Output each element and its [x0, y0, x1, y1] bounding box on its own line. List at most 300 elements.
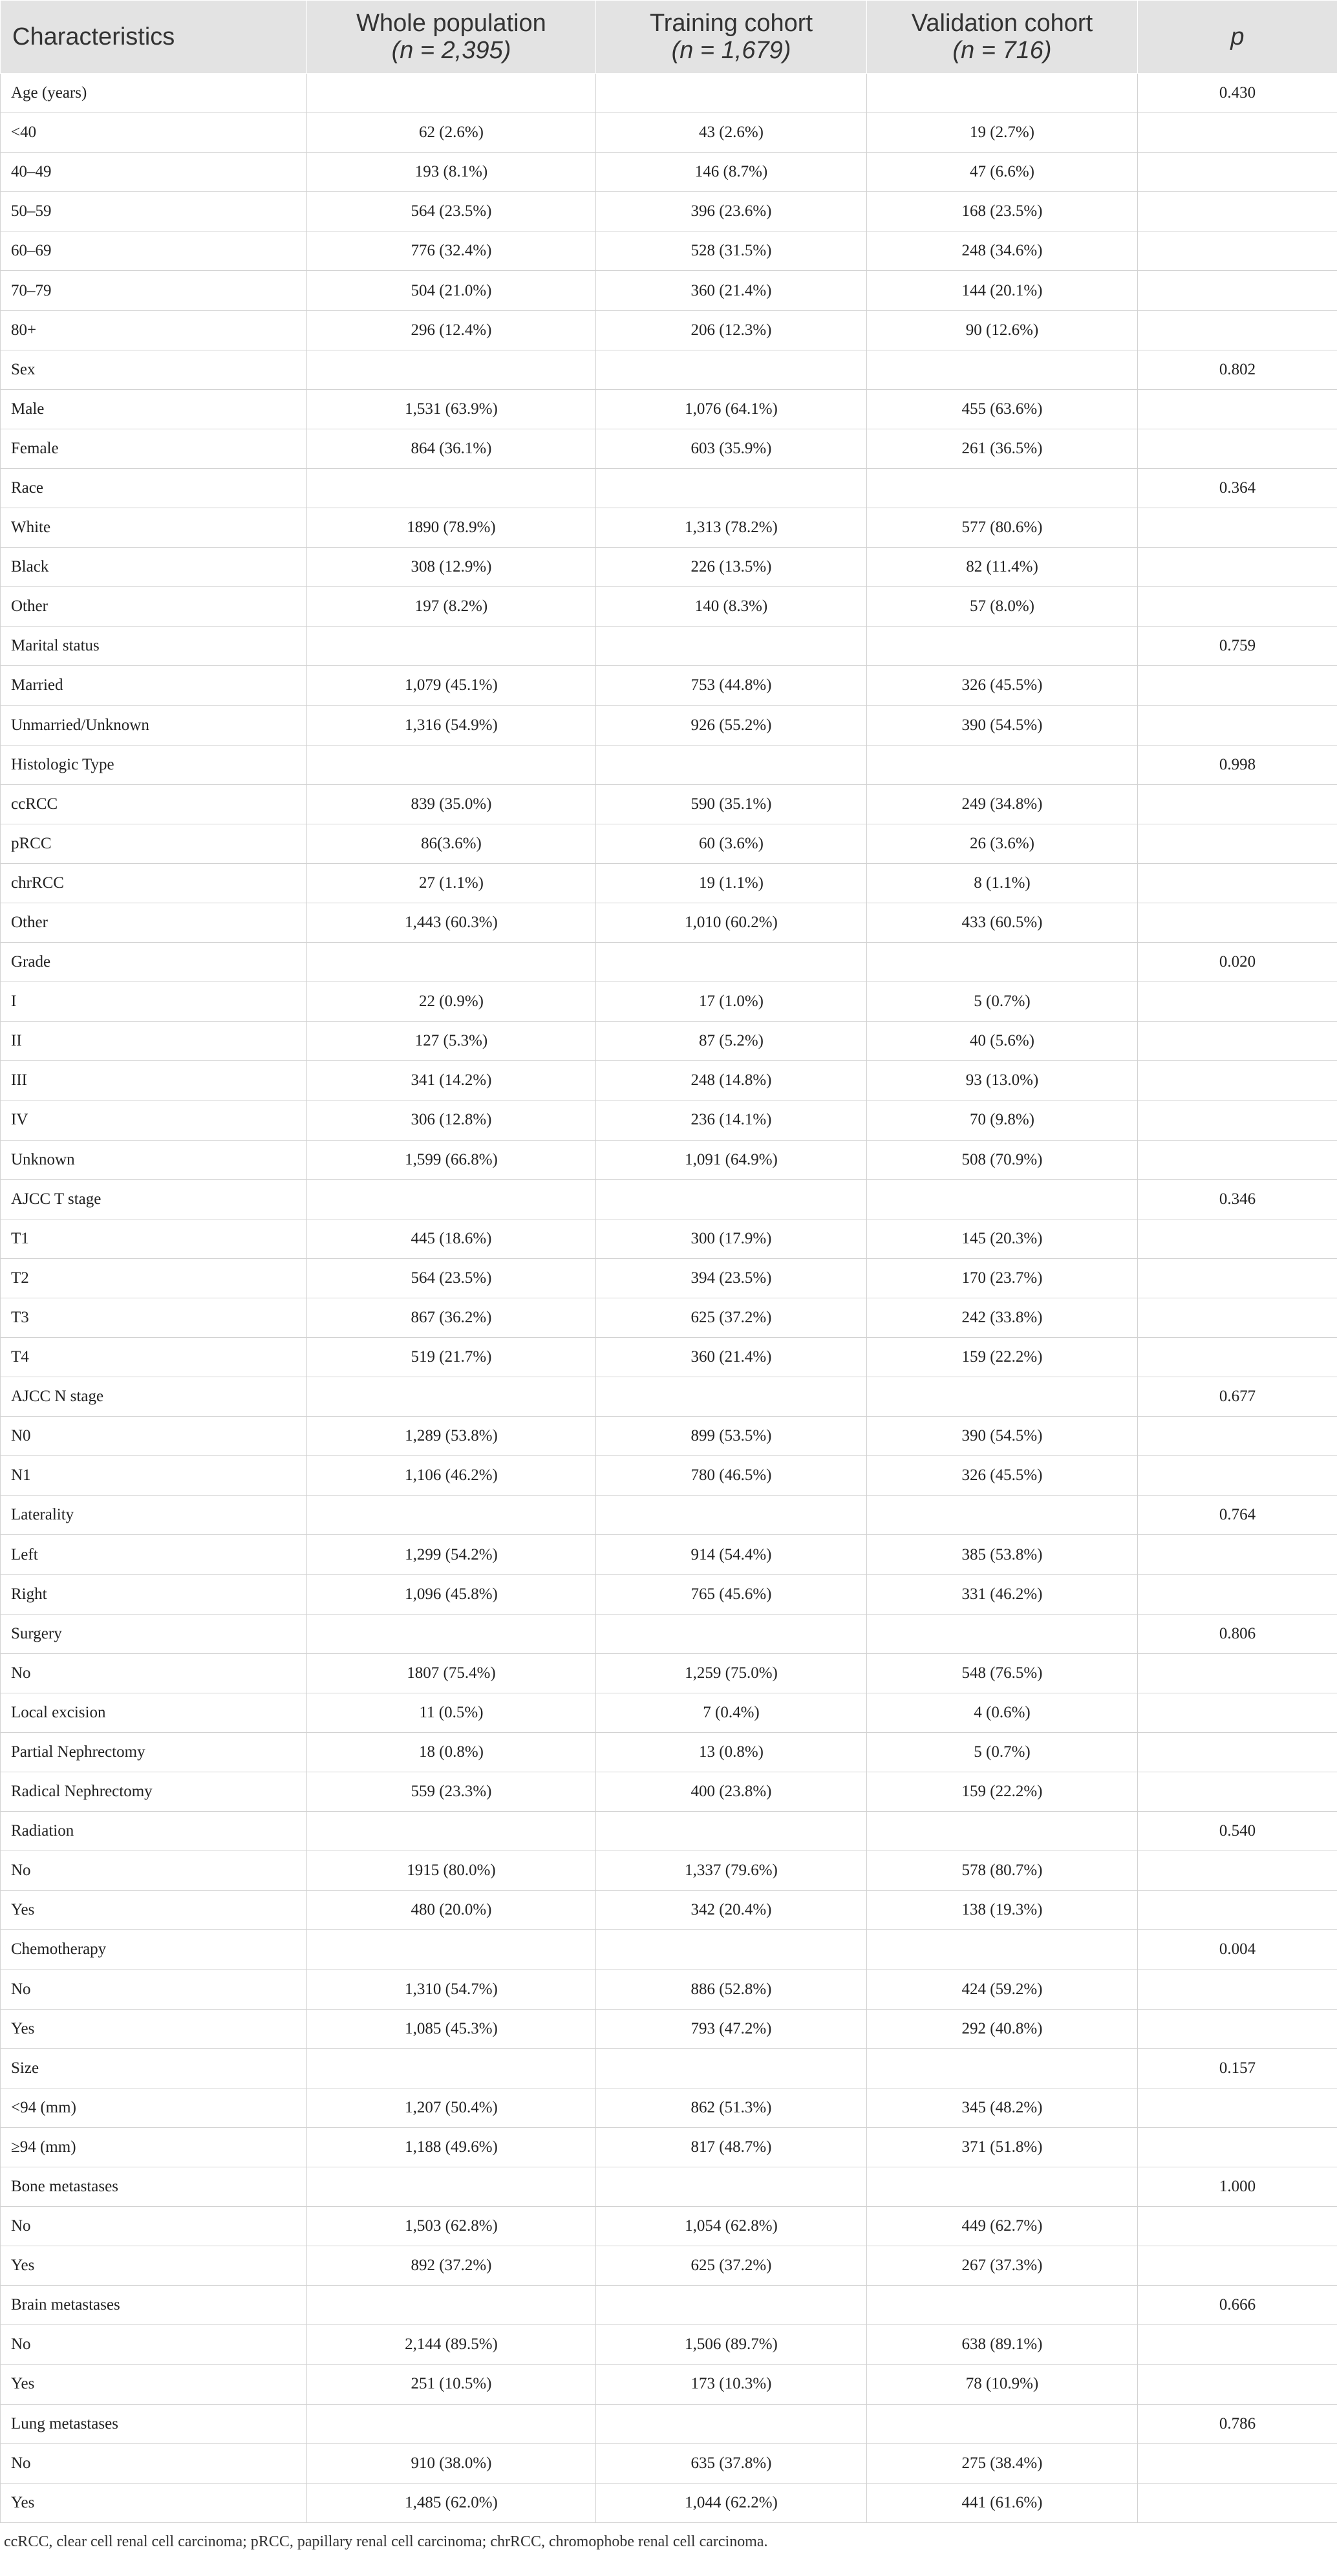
table-row	[1, 231, 1337, 271]
cell-training-cohort: 625 (37.2%)	[596, 2246, 867, 2286]
table-row	[1, 1417, 1337, 1456]
cell-validation-cohort: 82 (11.4%)	[867, 548, 1138, 587]
cell-training-cohort	[596, 468, 867, 508]
table-row	[1, 1456, 1337, 1496]
cell-validation-cohort	[867, 74, 1138, 113]
table-row	[1, 2365, 1337, 2404]
cell-whole-population: 1915 (80.0%)	[307, 1851, 596, 1891]
cell-validation-cohort: 70 (9.8%)	[867, 1100, 1138, 1140]
cell-p-value	[1138, 310, 1337, 350]
cell-training-cohort: 1,259 (75.0%)	[596, 1653, 867, 1693]
cell-characteristic: No	[1, 1851, 307, 1891]
cell-training-cohort: 1,044 (62.2%)	[596, 2483, 867, 2522]
cell-characteristic: Radical Nephrectomy	[1, 1772, 307, 1812]
cell-characteristic: Other	[1, 587, 307, 627]
cell-characteristic: 60–69	[1, 231, 307, 271]
table-row	[1, 1653, 1337, 1693]
cell-validation-cohort: 275 (38.4%)	[867, 2443, 1138, 2483]
cell-characteristic: Other	[1, 903, 307, 942]
cell-p-value	[1138, 982, 1337, 1022]
cell-validation-cohort: 390 (54.5%)	[867, 705, 1138, 745]
table-row	[1, 1930, 1337, 1970]
cell-characteristic: Right	[1, 1574, 307, 1614]
cell-training-cohort	[596, 74, 867, 113]
table-row	[1, 2443, 1337, 2483]
table-row	[1, 310, 1337, 350]
cell-characteristic: I	[1, 982, 307, 1022]
cell-characteristic: Yes	[1, 2009, 307, 2048]
cell-whole-population: 11 (0.5%)	[307, 1693, 596, 1732]
cell-characteristic: T2	[1, 1258, 307, 1298]
cell-training-cohort: 60 (3.6%)	[596, 824, 867, 863]
cell-whole-population: 27 (1.1%)	[307, 863, 596, 903]
cell-whole-population: 2,144 (89.5%)	[307, 2325, 596, 2365]
cell-characteristic: AJCC N stage	[1, 1377, 307, 1417]
cell-p-value: 0.806	[1138, 1614, 1337, 1653]
cell-p-value	[1138, 1100, 1337, 1140]
cell-whole-population: 564 (23.5%)	[307, 192, 596, 231]
cell-characteristic: Surgery	[1, 1614, 307, 1653]
cell-training-cohort: 342 (20.4%)	[596, 1891, 867, 1930]
cell-characteristic: AJCC T stage	[1, 1179, 307, 1219]
cell-validation-cohort: 78 (10.9%)	[867, 2365, 1138, 2404]
cell-training-cohort	[596, 2286, 867, 2325]
cell-whole-population: 62 (2.6%)	[307, 113, 596, 153]
cell-training-cohort: 17 (1.0%)	[596, 982, 867, 1022]
cell-validation-cohort: 345 (48.2%)	[867, 2088, 1138, 2127]
cell-characteristic: T3	[1, 1298, 307, 1337]
cell-p-value	[1138, 666, 1337, 705]
cell-validation-cohort: 248 (34.6%)	[867, 231, 1138, 271]
cell-characteristic: No	[1, 2443, 307, 2483]
table-row	[1, 508, 1337, 548]
cell-validation-cohort: 449 (62.7%)	[867, 2207, 1138, 2246]
cell-training-cohort: 862 (51.3%)	[596, 2088, 867, 2127]
table-row	[1, 666, 1337, 705]
cell-whole-population: 776 (32.4%)	[307, 231, 596, 271]
cell-characteristic: 80+	[1, 310, 307, 350]
cell-characteristic: Female	[1, 429, 307, 468]
table-row	[1, 2404, 1337, 2443]
cell-p-value	[1138, 784, 1337, 824]
cell-whole-population: 306 (12.8%)	[307, 1100, 596, 1140]
cell-characteristic: Black	[1, 548, 307, 587]
header-characteristics: Characteristics	[1, 1, 307, 74]
cell-whole-population	[307, 74, 596, 113]
cell-characteristic: Brain metastases	[1, 2286, 307, 2325]
cell-p-value	[1138, 2009, 1337, 2048]
cell-characteristic: No	[1, 1653, 307, 1693]
cell-characteristic: 40–49	[1, 153, 307, 192]
header-whole-population	[307, 1, 596, 74]
cell-whole-population: 839 (35.0%)	[307, 784, 596, 824]
cell-whole-population: 296 (12.4%)	[307, 310, 596, 350]
cell-whole-population: 22 (0.9%)	[307, 982, 596, 1022]
cell-training-cohort: 394 (23.5%)	[596, 1258, 867, 1298]
cell-whole-population: 1807 (75.4%)	[307, 1653, 596, 1693]
cell-training-cohort: 87 (5.2%)	[596, 1022, 867, 1061]
cell-training-cohort: 899 (53.5%)	[596, 1417, 867, 1456]
cell-p-value	[1138, 389, 1337, 429]
table-row	[1, 2009, 1337, 2048]
cell-training-cohort: 1,091 (64.9%)	[596, 1140, 867, 1179]
cell-characteristic: <40	[1, 113, 307, 153]
table-row	[1, 2088, 1337, 2127]
cell-training-cohort	[596, 1377, 867, 1417]
cell-training-cohort: 360 (21.4%)	[596, 271, 867, 310]
cell-whole-population: 1,503 (62.8%)	[307, 2207, 596, 2246]
cell-validation-cohort	[867, 1179, 1138, 1219]
cell-training-cohort: 146 (8.7%)	[596, 153, 867, 192]
cell-p-value	[1138, 113, 1337, 153]
cell-p-value: 0.998	[1138, 745, 1337, 784]
cell-characteristic: Yes	[1, 2483, 307, 2522]
cell-training-cohort: 635 (37.8%)	[596, 2443, 867, 2483]
cell-whole-population	[307, 943, 596, 982]
cell-characteristic: <94 (mm)	[1, 2088, 307, 2127]
cell-validation-cohort: 292 (40.8%)	[867, 2009, 1138, 2048]
cell-training-cohort: 140 (8.3%)	[596, 587, 867, 627]
cell-whole-population: 1,289 (53.8%)	[307, 1417, 596, 1456]
cell-characteristic: No	[1, 2325, 307, 2365]
cell-validation-cohort: 93 (13.0%)	[867, 1061, 1138, 1100]
cell-training-cohort	[596, 2167, 867, 2206]
header-validation-n: (n = 716)	[952, 37, 1052, 64]
cell-characteristic: Unknown	[1, 1140, 307, 1179]
cell-training-cohort: 13 (0.8%)	[596, 1732, 867, 1772]
table-row	[1, 627, 1337, 666]
cell-training-cohort: 400 (23.8%)	[596, 1772, 867, 1812]
cell-characteristic: No	[1, 1970, 307, 2009]
table-row	[1, 903, 1337, 942]
cell-characteristic: Bone metastases	[1, 2167, 307, 2206]
cell-characteristic: Laterality	[1, 1496, 307, 1535]
cell-p-value	[1138, 1772, 1337, 1812]
cell-characteristic: Sex	[1, 350, 307, 389]
table-row	[1, 2127, 1337, 2167]
cell-p-value	[1138, 1061, 1337, 1100]
cell-p-value	[1138, 2127, 1337, 2167]
cell-whole-population: 1,085 (45.3%)	[307, 2009, 596, 2048]
cell-whole-population	[307, 1812, 596, 1851]
cell-p-value	[1138, 863, 1337, 903]
cell-validation-cohort: 168 (23.5%)	[867, 192, 1138, 231]
cell-validation-cohort: 40 (5.6%)	[867, 1022, 1138, 1061]
cell-training-cohort: 753 (44.8%)	[596, 666, 867, 705]
cell-p-value: 0.759	[1138, 627, 1337, 666]
cell-p-value	[1138, 1732, 1337, 1772]
table-row	[1, 1258, 1337, 1298]
cell-p-value	[1138, 192, 1337, 231]
table-row	[1, 468, 1337, 508]
cell-p-value	[1138, 1417, 1337, 1456]
cell-training-cohort	[596, 1614, 867, 1653]
table-row	[1, 389, 1337, 429]
table-row	[1, 271, 1337, 310]
cell-p-value	[1138, 1891, 1337, 1930]
cell-whole-population: 341 (14.2%)	[307, 1061, 596, 1100]
cell-training-cohort: 1,076 (64.1%)	[596, 389, 867, 429]
cell-p-value	[1138, 1022, 1337, 1061]
cell-characteristic: Marital status	[1, 627, 307, 666]
cell-validation-cohort: 138 (19.3%)	[867, 1891, 1138, 1930]
table-row	[1, 2325, 1337, 2365]
table-row	[1, 1574, 1337, 1614]
cell-p-value: 0.666	[1138, 2286, 1337, 2325]
cell-p-value	[1138, 548, 1337, 587]
cell-validation-cohort: 47 (6.6%)	[867, 153, 1138, 192]
cell-validation-cohort: 455 (63.6%)	[867, 389, 1138, 429]
cell-whole-population: 564 (23.5%)	[307, 1258, 596, 1298]
cell-validation-cohort: 57 (8.0%)	[867, 587, 1138, 627]
cell-characteristic: Married	[1, 666, 307, 705]
cell-whole-population: 193 (8.1%)	[307, 153, 596, 192]
cell-characteristic: Unmarried/Unknown	[1, 705, 307, 745]
cell-whole-population: 480 (20.0%)	[307, 1891, 596, 1930]
cell-characteristic: Yes	[1, 2365, 307, 2404]
cell-characteristic: Radiation	[1, 1812, 307, 1851]
cell-validation-cohort: 261 (36.5%)	[867, 429, 1138, 468]
cell-p-value	[1138, 587, 1337, 627]
cell-whole-population: 1,599 (66.8%)	[307, 1140, 596, 1179]
cell-characteristic: Partial Nephrectomy	[1, 1732, 307, 1772]
cell-validation-cohort: 242 (33.8%)	[867, 1298, 1138, 1337]
cell-whole-population: 1,316 (54.9%)	[307, 705, 596, 745]
table-row	[1, 74, 1337, 113]
cell-validation-cohort: 331 (46.2%)	[867, 1574, 1138, 1614]
cell-training-cohort: 1,010 (60.2%)	[596, 903, 867, 942]
cell-p-value	[1138, 1140, 1337, 1179]
table-row	[1, 1970, 1337, 2009]
table-row	[1, 192, 1337, 231]
cell-training-cohort: 43 (2.6%)	[596, 113, 867, 153]
header-training-label: Training cohort	[649, 10, 813, 37]
cell-whole-population: 308 (12.9%)	[307, 548, 596, 587]
table-row	[1, 350, 1337, 389]
cell-validation-cohort: 145 (20.3%)	[867, 1219, 1138, 1258]
cell-training-cohort	[596, 2404, 867, 2443]
cell-validation-cohort	[867, 2404, 1138, 2443]
cell-validation-cohort: 5 (0.7%)	[867, 982, 1138, 1022]
cell-validation-cohort: 638 (89.1%)	[867, 2325, 1138, 2365]
cell-training-cohort: 1,313 (78.2%)	[596, 508, 867, 548]
cell-whole-population	[307, 2286, 596, 2325]
cell-validation-cohort: 267 (37.3%)	[867, 2246, 1138, 2286]
cell-validation-cohort	[867, 1930, 1138, 1970]
table-row	[1, 982, 1337, 1022]
cell-training-cohort	[596, 1496, 867, 1535]
cell-whole-population: 1,485 (62.0%)	[307, 2483, 596, 2522]
cell-training-cohort: 528 (31.5%)	[596, 231, 867, 271]
table-row	[1, 863, 1337, 903]
table-footnote: ccRCC, clear cell renal cell carcinoma; pRCC, papillary renal cell carcinoma; chrRCC, chromophobe renal cell carcinoma.	[4, 2533, 768, 2550]
cell-p-value	[1138, 1653, 1337, 1693]
cell-characteristic: Yes	[1, 1891, 307, 1930]
cell-validation-cohort: 326 (45.5%)	[867, 666, 1138, 705]
cell-training-cohort: 19 (1.1%)	[596, 863, 867, 903]
cell-validation-cohort	[867, 350, 1138, 389]
cell-validation-cohort: 159 (22.2%)	[867, 1772, 1138, 1812]
cell-characteristic: Histologic Type	[1, 745, 307, 784]
cell-whole-population: 1,299 (54.2%)	[307, 1535, 596, 1574]
cell-training-cohort: 765 (45.6%)	[596, 1574, 867, 1614]
cell-validation-cohort: 249 (34.8%)	[867, 784, 1138, 824]
table-row	[1, 1496, 1337, 1535]
cell-characteristic: Male	[1, 389, 307, 429]
cell-training-cohort: 926 (55.2%)	[596, 705, 867, 745]
cell-whole-population: 1,106 (46.2%)	[307, 1456, 596, 1496]
cell-validation-cohort	[867, 2167, 1138, 2206]
table-row	[1, 1772, 1337, 1812]
cell-characteristic: ≥94 (mm)	[1, 2127, 307, 2167]
cell-validation-cohort: 170 (23.7%)	[867, 1258, 1138, 1298]
cell-p-value	[1138, 2325, 1337, 2365]
cell-whole-population: 197 (8.2%)	[307, 587, 596, 627]
cell-whole-population	[307, 1496, 596, 1535]
cell-characteristic: pRCC	[1, 824, 307, 863]
table-row	[1, 1732, 1337, 1772]
table-row	[1, 1140, 1337, 1179]
cell-validation-cohort: 424 (59.2%)	[867, 1970, 1138, 2009]
table-row	[1, 548, 1337, 587]
cell-p-value	[1138, 1851, 1337, 1891]
cell-validation-cohort	[867, 468, 1138, 508]
cell-characteristic: Race	[1, 468, 307, 508]
cell-whole-population: 1,096 (45.8%)	[307, 1574, 596, 1614]
table-row	[1, 1693, 1337, 1732]
cell-whole-population: 864 (36.1%)	[307, 429, 596, 468]
cell-p-value	[1138, 1338, 1337, 1377]
cell-whole-population: 1,207 (50.4%)	[307, 2088, 596, 2127]
table-row	[1, 1535, 1337, 1574]
cell-validation-cohort: 26 (3.6%)	[867, 824, 1138, 863]
cell-p-value	[1138, 2088, 1337, 2127]
cell-training-cohort	[596, 350, 867, 389]
cell-p-value: 0.786	[1138, 2404, 1337, 2443]
cell-whole-population: 1,443 (60.3%)	[307, 903, 596, 942]
header-validation-label: Validation cohort	[911, 10, 1093, 37]
cell-characteristic: 50–59	[1, 192, 307, 231]
table-row	[1, 1179, 1337, 1219]
cell-p-value: 0.346	[1138, 1179, 1337, 1219]
cell-validation-cohort	[867, 2286, 1138, 2325]
cell-p-value	[1138, 705, 1337, 745]
cell-training-cohort: 7 (0.4%)	[596, 1693, 867, 1732]
cell-characteristic: Age (years)	[1, 74, 307, 113]
cell-p-value	[1138, 2365, 1337, 2404]
cell-p-value	[1138, 2207, 1337, 2246]
table-header	[1, 1, 1337, 74]
cell-whole-population	[307, 1930, 596, 1970]
header-training-cohort	[596, 1, 867, 74]
cell-validation-cohort: 548 (76.5%)	[867, 1653, 1138, 1693]
cell-whole-population: 445 (18.6%)	[307, 1219, 596, 1258]
cell-validation-cohort	[867, 745, 1138, 784]
cell-p-value: 0.004	[1138, 1930, 1337, 1970]
cell-p-value: 0.157	[1138, 2048, 1337, 2088]
cell-training-cohort: 1,054 (62.8%)	[596, 2207, 867, 2246]
cell-training-cohort: 396 (23.6%)	[596, 192, 867, 231]
cell-whole-population	[307, 2404, 596, 2443]
cell-training-cohort	[596, 745, 867, 784]
cell-validation-cohort	[867, 1812, 1138, 1851]
header-row	[1, 1, 1337, 74]
table-row	[1, 784, 1337, 824]
cell-whole-population	[307, 350, 596, 389]
cell-validation-cohort	[867, 2048, 1138, 2088]
table-row	[1, 1891, 1337, 1930]
cell-whole-population	[307, 1614, 596, 1653]
cell-validation-cohort: 19 (2.7%)	[867, 113, 1138, 153]
cell-p-value: 0.364	[1138, 468, 1337, 508]
cell-p-value: 0.802	[1138, 350, 1337, 389]
cell-validation-cohort: 390 (54.5%)	[867, 1417, 1138, 1456]
cell-training-cohort	[596, 1179, 867, 1219]
cell-training-cohort: 1,337 (79.6%)	[596, 1851, 867, 1891]
cell-training-cohort	[596, 2048, 867, 2088]
cell-p-value: 0.430	[1138, 74, 1337, 113]
table-row	[1, 745, 1337, 784]
cell-p-value: 0.540	[1138, 1812, 1337, 1851]
header-training-n: (n = 1,679)	[671, 37, 791, 64]
cell-whole-population	[307, 627, 596, 666]
cell-validation-cohort: 5 (0.7%)	[867, 1732, 1138, 1772]
cell-characteristic: IV	[1, 1100, 307, 1140]
cell-validation-cohort: 508 (70.9%)	[867, 1140, 1138, 1179]
table-row	[1, 2207, 1337, 2246]
cell-p-value: 1.000	[1138, 2167, 1337, 2206]
table-row	[1, 113, 1337, 153]
cell-p-value	[1138, 2246, 1337, 2286]
cell-p-value	[1138, 1535, 1337, 1574]
cell-training-cohort: 236 (14.1%)	[596, 1100, 867, 1140]
cell-training-cohort: 886 (52.8%)	[596, 1970, 867, 2009]
cell-characteristic: ccRCC	[1, 784, 307, 824]
table-row	[1, 1298, 1337, 1337]
cell-p-value	[1138, 271, 1337, 310]
cell-characteristic: II	[1, 1022, 307, 1061]
cell-whole-population: 1,079 (45.1%)	[307, 666, 596, 705]
cell-whole-population	[307, 1377, 596, 1417]
cell-characteristic: No	[1, 2207, 307, 2246]
cell-whole-population: 1,188 (49.6%)	[307, 2127, 596, 2167]
header-validation-cohort	[867, 1, 1138, 74]
table-row	[1, 2483, 1337, 2522]
cell-whole-population	[307, 1179, 596, 1219]
table-row	[1, 429, 1337, 468]
cell-validation-cohort: 144 (20.1%)	[867, 271, 1138, 310]
cell-training-cohort: 300 (17.9%)	[596, 1219, 867, 1258]
cell-whole-population: 504 (21.0%)	[307, 271, 596, 310]
cell-characteristic: chrRCC	[1, 863, 307, 903]
cell-p-value	[1138, 1456, 1337, 1496]
table-row	[1, 824, 1337, 863]
table-row	[1, 943, 1337, 982]
cell-validation-cohort: 433 (60.5%)	[867, 903, 1138, 942]
cell-training-cohort: 625 (37.2%)	[596, 1298, 867, 1337]
cell-characteristic: Left	[1, 1535, 307, 1574]
cell-training-cohort: 590 (35.1%)	[596, 784, 867, 824]
table-row	[1, 1812, 1337, 1851]
cell-p-value	[1138, 2443, 1337, 2483]
cell-training-cohort: 1,506 (89.7%)	[596, 2325, 867, 2365]
cell-validation-cohort	[867, 1496, 1138, 1535]
table-row	[1, 1061, 1337, 1100]
cell-validation-cohort: 578 (80.7%)	[867, 1851, 1138, 1891]
cell-validation-cohort: 8 (1.1%)	[867, 863, 1138, 903]
cell-p-value	[1138, 153, 1337, 192]
cell-whole-population	[307, 468, 596, 508]
